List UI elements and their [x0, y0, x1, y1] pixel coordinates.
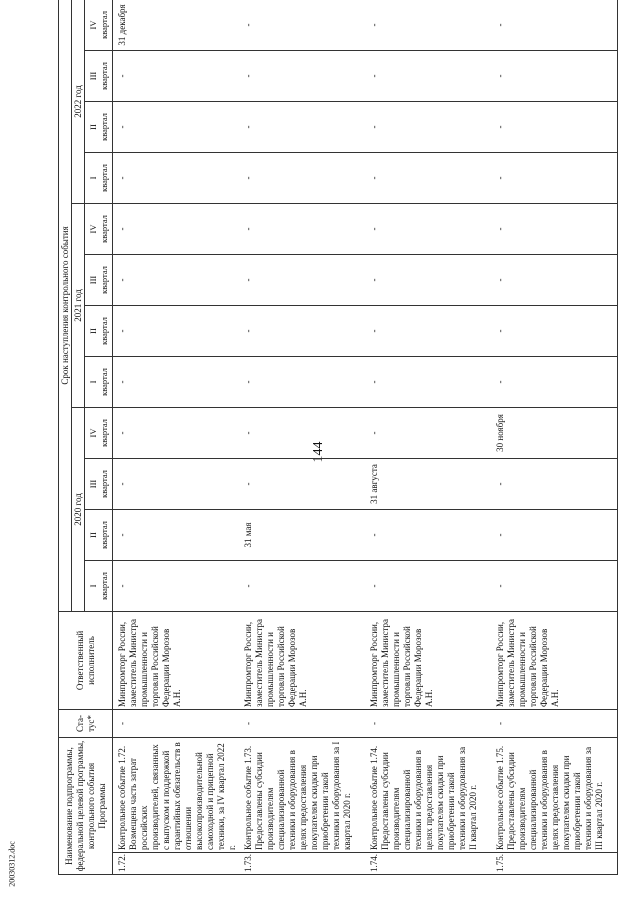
event-status: - — [491, 709, 618, 737]
deadline-cell: - — [239, 560, 365, 611]
quarter-word: квартал — [98, 62, 109, 90]
deadline-cell: 30 ноября — [491, 407, 618, 458]
deadline-cell: - — [365, 0, 491, 50]
table-header — [59, 0, 113, 875]
quarter-word: квартал — [98, 419, 109, 447]
deadline-cell: - — [239, 50, 365, 101]
header-quarter — [85, 50, 113, 101]
deadline-cell: - — [113, 50, 240, 101]
header-year: 2021 год — [72, 203, 85, 407]
deadline-cell: 31 мая — [239, 509, 365, 560]
quarter-numeral: IV — [87, 20, 98, 30]
quarter-word: квартал — [98, 266, 109, 294]
deadline-cell: - — [365, 101, 491, 152]
header-quarter — [85, 101, 113, 152]
deadline-cell: - — [365, 509, 491, 560]
deadline-cell: - — [365, 254, 491, 305]
deadline-cell: 31 декабря — [113, 0, 240, 50]
quarter-word: квартал — [98, 164, 109, 192]
event-status: - — [113, 709, 240, 737]
table-row — [239, 0, 365, 875]
quarter-numeral: II — [87, 328, 98, 334]
rotated-sheet — [58, 0, 613, 875]
deadline-cell: - — [365, 50, 491, 101]
deadline-cell: - — [239, 0, 365, 50]
row-number: 1.75. — [491, 853, 618, 875]
deadline-cell: - — [491, 305, 618, 356]
deadline-cell: - — [491, 152, 618, 203]
table-row — [365, 0, 491, 875]
event-status: - — [365, 709, 491, 737]
document-footer: 20030312.doc — [7, 841, 17, 887]
deadline-cell: - — [365, 203, 491, 254]
deadline-cell: - — [491, 203, 618, 254]
header-quarter — [85, 254, 113, 305]
header-quarter — [85, 407, 113, 458]
deadline-cell: - — [239, 254, 365, 305]
quarter-numeral: I — [87, 380, 98, 384]
deadline-cell: - — [365, 560, 491, 611]
deadline-cell: - — [365, 407, 491, 458]
deadline-cell: - — [113, 509, 240, 560]
header-deadline: Срок наступления контрольного события — [59, 0, 72, 611]
deadline-cell: - — [113, 152, 240, 203]
header-quarter — [85, 458, 113, 509]
deadline-cell: - — [239, 203, 365, 254]
header-quarter — [85, 0, 113, 50]
deadline-cell: - — [113, 356, 240, 407]
event-name: Контрольное событие 1.75. Предоставлены субсидии производителям специализированной техники и оборудования в целях предоставления покупателям скидки при приобретении такой техники и оборудования за III квартал 2020 г. — [491, 737, 618, 852]
header-quarter — [85, 305, 113, 356]
quarter-word: квартал — [98, 470, 109, 498]
event-status: - — [239, 709, 365, 737]
control-events-table — [58, 0, 618, 875]
quarter-word: квартал — [98, 11, 109, 39]
deadline-cell: - — [239, 152, 365, 203]
deadline-cell: - — [239, 101, 365, 152]
quarter-numeral: III — [87, 71, 98, 81]
quarter-word: квартал — [98, 113, 109, 141]
deadline-cell: - — [239, 356, 365, 407]
deadline-cell: - — [239, 458, 365, 509]
deadline-cell: - — [113, 560, 240, 611]
quarter-numeral: IV — [87, 224, 98, 234]
table-row — [113, 0, 240, 875]
event-name: Контрольное событие 1.73. Предоставлены субсидии производителям специализированной техники и оборудования в целях предоставления покупателям скидки при приобретении такой техники и оборудования за I квартал 2020 г. — [239, 737, 365, 852]
page-number: 144 — [311, 441, 326, 463]
deadline-cell: - — [491, 50, 618, 101]
deadline-cell: - — [491, 101, 618, 152]
deadline-cell: - — [491, 458, 618, 509]
deadline-cell: - — [113, 203, 240, 254]
event-responsible: Минпромторг России, заместитель Министра промышленности и торговли Российской Федерации Морозов А.Н. — [491, 611, 618, 709]
event-responsible: Минпромторг России, заместитель Министра промышленности и торговли Российской Федерации Морозов А.Н. — [113, 611, 240, 709]
quarter-word: квартал — [98, 521, 109, 549]
deadline-cell: - — [491, 356, 618, 407]
deadline-cell: 31 августа — [365, 458, 491, 509]
deadline-cell: - — [491, 509, 618, 560]
quarter-word: квартал — [98, 215, 109, 243]
header-year: 2022 год — [72, 0, 85, 203]
header-responsible: Ответственный исполнитель — [59, 611, 113, 709]
event-responsible: Минпромторг России, заместитель Министра промышленности и торговли Российской Федерации Морозов А.Н. — [365, 611, 491, 709]
table-row — [491, 0, 618, 875]
row-number: 1.72. — [113, 853, 240, 875]
deadline-cell: - — [113, 458, 240, 509]
quarter-word: квартал — [98, 317, 109, 345]
table-body — [113, 0, 618, 875]
deadline-cell: - — [239, 305, 365, 356]
quarter-numeral: III — [87, 479, 98, 489]
header-year: 2020 год — [72, 407, 85, 611]
header-quarter — [85, 560, 113, 611]
event-name: Контрольное событие 1.72. Возмещена часть затрат российских производителей, связанных с выпуском и поддержкой гарантийных обязательств в отношении высокопроизводительной самоходной и прицепной техники, за IV квартал 2022 г. — [113, 737, 240, 852]
header-name: Наименование подпрограммы, федеральной целевой программы, контрольного события Программы — [59, 737, 113, 874]
deadline-cell: - — [491, 254, 618, 305]
header-status: Ста-тус* — [59, 709, 113, 737]
deadline-cell: - — [239, 407, 365, 458]
header-quarter — [85, 152, 113, 203]
quarter-numeral: IV — [87, 428, 98, 438]
deadline-cell: - — [365, 152, 491, 203]
header-quarter — [85, 356, 113, 407]
row-number: 1.73. — [239, 853, 365, 875]
quarter-numeral: I — [87, 176, 98, 180]
quarter-word: квартал — [98, 572, 109, 600]
deadline-cell: - — [365, 305, 491, 356]
row-number: 1.74. — [365, 853, 491, 875]
deadline-cell: - — [113, 407, 240, 458]
quarter-numeral: II — [87, 532, 98, 538]
quarter-word: квартал — [98, 368, 109, 396]
deadline-cell: - — [113, 305, 240, 356]
deadline-cell: - — [365, 356, 491, 407]
deadline-cell: - — [491, 0, 618, 50]
deadline-cell: - — [113, 101, 240, 152]
deadline-cell: - — [113, 254, 240, 305]
quarter-numeral: I — [87, 584, 98, 588]
event-name: Контрольное событие 1.74. Предоставлены субсидии производителям специализированной техники и оборудования в целях предоставления покупателям скидки при приобретении такой техники и оборудования за II квартал 2020 г. — [365, 737, 491, 852]
header-quarter — [85, 203, 113, 254]
header-quarter — [85, 509, 113, 560]
quarter-numeral: II — [87, 124, 98, 130]
deadline-cell: - — [491, 560, 618, 611]
event-responsible: Минпромторг России, заместитель Министра промышленности и торговли Российской Федерации Морозов А.Н. — [239, 611, 365, 709]
quarter-numeral: III — [87, 275, 98, 285]
